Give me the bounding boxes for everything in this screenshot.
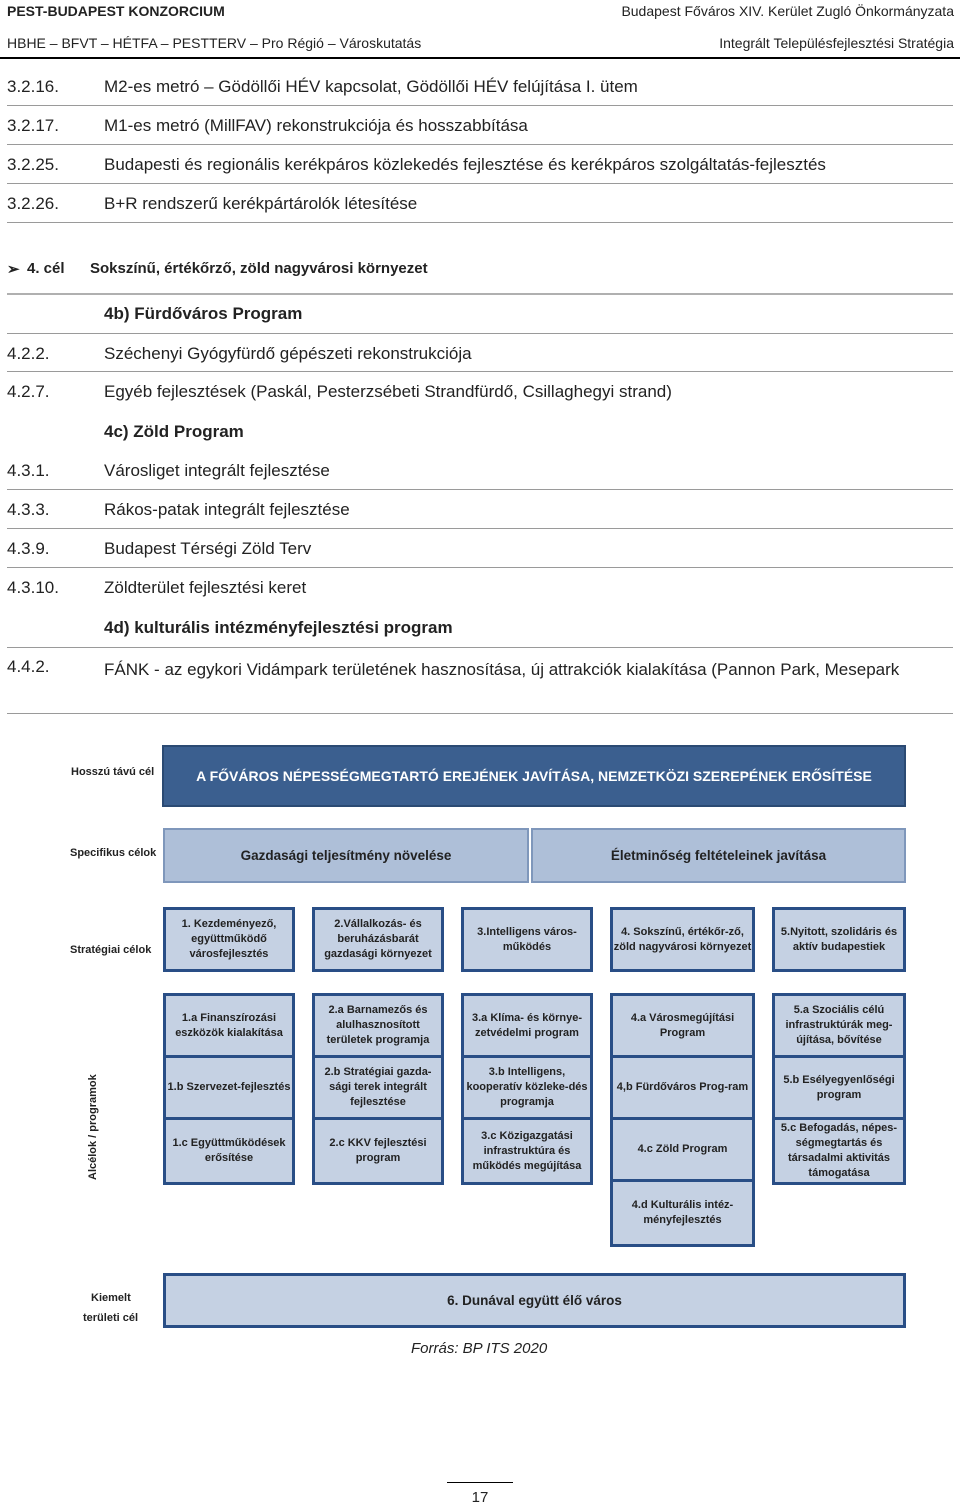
goal-title: Sokszínű, értékőrző, zöld nagyvárosi környezet (90, 260, 428, 277)
header-strategy: Integrált Településfejlesztési Stratégia (719, 35, 954, 51)
program-2b: 2.b Stratégiai gazda-sági terek integrált fejlesztése (315, 1058, 441, 1120)
source-caption: Forrás: BP ITS 2020 (411, 1340, 548, 1357)
item-text: Széchenyi Gyógyfürdő gépészeti rekonstrukciója (104, 344, 472, 363)
strategic-goal-3: 3.Intelligens város-működés (461, 907, 593, 972)
divider (7, 647, 953, 648)
program-column-2 (312, 993, 444, 1185)
list-item (7, 194, 953, 223)
item-text: Egyéb fejlesztések (Paskál, Pesterzsébeti Strandfürdő, Csillaghegyi strand) (104, 382, 672, 401)
item-text: M2-es metró – Gödöllői HÉV kapcsolat, Gödöllői HÉV felújítása I. ütem (104, 77, 638, 96)
program-4c: 4.c Zöld Program (613, 1120, 752, 1182)
program-1b: 1.b Szervezet-fejlesztés (166, 1058, 292, 1120)
footer-divider (447, 1482, 513, 1483)
list-item (7, 333, 953, 372)
program-4d-title: 4d) kulturális intézményfejlesztési program (104, 618, 453, 637)
item-text: Városliget integrált fejlesztése (104, 461, 330, 480)
goal-label: 4. cél (27, 260, 65, 277)
program-2a: 2.a Barnamezős és alulhasznosított területek programja (315, 996, 441, 1058)
item-number: 3.2.26. (7, 194, 59, 213)
strategic-goal-4: 4. Sokszínű, értékőr-ző, zöld nagyvárosi környezet (610, 907, 755, 972)
item-text: M1-es metró (MillFAV) rekonstrukciója és hosszabbítása (104, 116, 528, 135)
strategic-goal-2: 2.Vállalkozás- és beruházásbarát gazdasági környezet (312, 907, 444, 972)
item-text: FÁNK - az egykori Vidámpark területének hasznosítása, új attrakciók kialakítása (Pannon Park, Mesepark (104, 660, 900, 679)
item-number: 4.2.2. (7, 344, 50, 363)
list-item (7, 500, 953, 529)
program-3c: 3.c Közigazgatási infrastruktúra és működés megújítása (464, 1120, 590, 1182)
item-number: 4.4.2. (7, 657, 50, 676)
key-area-goal-box: 6. Dunával együtt élő város (163, 1273, 906, 1328)
item-text: Zöldterület fejlesztési keret (104, 578, 307, 597)
item-number: 3.2.16. (7, 77, 59, 96)
arrow-icon: ➢ (7, 261, 20, 278)
label-key-area-1: Kiemelt (91, 1292, 131, 1304)
program-5b: 5.b Esélyegyenlőségi program (775, 1058, 903, 1120)
program-column-4 (610, 993, 755, 1247)
item-number: 4.2.7. (7, 382, 50, 401)
program-4b-title: 4b) Fürdőváros Program (104, 304, 303, 323)
program-column-5 (772, 993, 906, 1185)
list-item (7, 116, 953, 145)
label-strategic: Stratégiai célok (70, 944, 152, 956)
list-item (7, 461, 953, 490)
header-municipality: Budapest Főváros XIV. Kerület Zugló Önkormányzata (621, 3, 954, 19)
header-partners: HBHE – BFVT – HÉTFA – PESTTERV – Pro Régió – Városkutatás (7, 35, 422, 51)
header-consortium: PEST-BUDAPEST KONZORCIUM (7, 3, 225, 19)
item-number: 4.3.9. (7, 539, 50, 558)
program-3a: 3.a Klíma- és környe-zetvédelmi program (464, 996, 590, 1058)
item-number: 4.3.10. (7, 578, 59, 597)
program-5c: 5.c Befogadás, népes-ségmegtartás és társadalmi aktivitás támogatása (775, 1120, 903, 1182)
list-item (7, 578, 953, 606)
program-3b: 3.b Intelligens, kooperatív közleke-dés programja (464, 1058, 590, 1120)
item-number: 4.3.1. (7, 461, 50, 480)
list-item (7, 382, 953, 410)
item-text: B+R rendszerű kerékpártárolók létesítése (104, 194, 418, 213)
page-number: 17 (471, 1489, 489, 1506)
program-column-1 (163, 993, 295, 1185)
label-specific: Specifikus célok (70, 847, 157, 859)
item-text: Budapest Térségi Zöld Terv (104, 539, 312, 558)
item-text: Budapesti és regionális kerékpáros közlekedés fejlesztése és kerékpáros szolgáltatás-fejlesztés (104, 155, 826, 174)
long-term-goal-box: A FŐVÁROS NÉPESSÉGMEGTARTÓ EREJÉNEK JAVÍTÁSA, NEMZETKÖZI SZEREPÉNEK ERŐSÍTÉSE (162, 745, 906, 807)
program-1a: 1.a Finanszírozási eszközök kialakítása (166, 996, 292, 1058)
item-number: 3.2.25. (7, 155, 59, 174)
item-text: Rákos-patak integrált fejlesztése (104, 500, 350, 519)
item-number: 4.3.3. (7, 500, 50, 519)
strategic-goal-1: 1. Kezdeményező, együttműködő városfejlesztés (163, 907, 295, 972)
label-key-area-2: területi cél (83, 1312, 139, 1324)
list-item (7, 77, 953, 106)
program-2c: 2.c KKV fejlesztési program (315, 1120, 441, 1182)
program-4c-title: 4c) Zöld Program (104, 422, 244, 441)
list-item (7, 155, 953, 184)
program-4b: 4,b Fürdőváros Prog-ram (613, 1058, 752, 1120)
goal-heading (7, 258, 953, 295)
program-1c: 1.c Együttműködések erősítése (166, 1120, 292, 1182)
program-column-3 (461, 993, 593, 1185)
program-4d: 4.d Kulturális intéz-ményfejlesztés (613, 1182, 752, 1244)
item-number: 3.2.17. (7, 116, 59, 135)
strategic-goal-5: 5.Nyitott, szolidáris és aktív budapestiek (772, 907, 906, 972)
header-divider (0, 57, 960, 59)
list-item (7, 539, 953, 568)
specific-goal-quality: Életminőség feltételeinek javítása (531, 828, 906, 883)
specific-goal-economy: Gazdasági teljesítmény növelése (163, 828, 529, 883)
program-4a: 4.a Városmegújítási Program (613, 996, 752, 1058)
list-item (7, 657, 953, 714)
label-long-term: Hosszú távú cél (71, 766, 155, 778)
program-5a: 5.a Szociális célú infrastruktúrák meg-újítása, bővítése (775, 996, 903, 1058)
label-sub-goals: Alcélok / programok (87, 1074, 99, 1180)
